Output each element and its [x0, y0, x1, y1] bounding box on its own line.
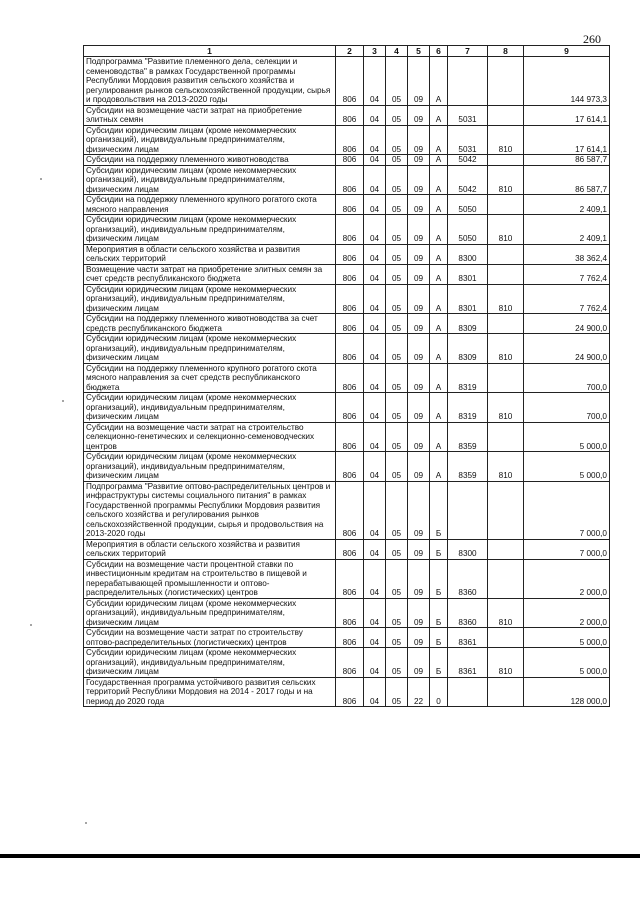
table-row: [84, 125, 610, 155]
row-amount: 5 000,0: [524, 452, 610, 482]
row-subsection-code: 05: [386, 244, 408, 264]
row-amount: 144 973,3: [524, 57, 610, 106]
row-subsection-code: 05: [386, 165, 408, 195]
row-section-code: 04: [364, 481, 386, 539]
row-expense-type-code: [488, 105, 524, 125]
row-subprogram-code: Б: [430, 559, 448, 598]
row-subprogram-code: Б: [430, 628, 448, 648]
column-header: 8: [488, 46, 524, 57]
table-row: [84, 57, 610, 106]
row-expense-type-code: [488, 244, 524, 264]
scan-speck: [85, 822, 87, 824]
column-header: 1: [84, 46, 336, 57]
row-target-article-code: 5031: [448, 105, 488, 125]
row-description: Субсидии на возмещение части затрат на приобретение элитных семян: [84, 105, 336, 125]
row-program-code: 09: [408, 314, 430, 334]
page-bottom-rule: [0, 854, 640, 858]
row-target-article-code: 8300: [448, 244, 488, 264]
row-program-code: 09: [408, 125, 430, 155]
row-amount: 5 000,0: [524, 422, 610, 452]
column-header: 3: [364, 46, 386, 57]
row-target-article-code: [448, 677, 488, 707]
row-description: Субсидии на поддержку племенного крупного рогатого скота мясного направления: [84, 195, 336, 215]
scan-speck: [62, 400, 64, 402]
column-header: 4: [386, 46, 408, 57]
column-header: 2: [336, 46, 364, 57]
row-amount: 38 362,4: [524, 244, 610, 264]
table-row: [84, 539, 610, 559]
row-section-code: 04: [364, 452, 386, 482]
row-program-code: 09: [408, 165, 430, 195]
row-target-article-code: 5050: [448, 215, 488, 245]
row-section-code: 04: [364, 215, 386, 245]
row-amount: 128 000,0: [524, 677, 610, 707]
row-program-code: 09: [408, 481, 430, 539]
row-section-code: 04: [364, 244, 386, 264]
row-ministry-code: 806: [336, 393, 364, 423]
table-row: [84, 215, 610, 245]
row-target-article-code: 8319: [448, 363, 488, 393]
row-ministry-code: 806: [336, 559, 364, 598]
row-subprogram-code: Б: [430, 598, 448, 628]
row-expense-type-code: [488, 155, 524, 166]
row-subprogram-code: А: [430, 334, 448, 364]
row-amount: 24 900,0: [524, 334, 610, 364]
row-expense-type-code: 810: [488, 125, 524, 155]
row-target-article-code: 8319: [448, 393, 488, 423]
row-description: Субсидии юридическим лицам (кроме некоммерческих организаций), индивидуальным предпринимателям, физическим лицам: [84, 648, 336, 678]
row-target-article-code: 8309: [448, 334, 488, 364]
row-ministry-code: 806: [336, 155, 364, 166]
row-subprogram-code: А: [430, 57, 448, 106]
row-target-article-code: 8359: [448, 422, 488, 452]
row-amount: 17 614,1: [524, 125, 610, 155]
table-row: [84, 264, 610, 284]
row-target-article-code: 8361: [448, 648, 488, 678]
row-ministry-code: 806: [336, 422, 364, 452]
table-body: [84, 57, 610, 707]
row-target-article-code: 5042: [448, 165, 488, 195]
row-expense-type-code: [488, 559, 524, 598]
row-subprogram-code: А: [430, 393, 448, 423]
row-program-code: 09: [408, 393, 430, 423]
row-expense-type-code: [488, 422, 524, 452]
row-target-article-code: 8309: [448, 314, 488, 334]
row-subprogram-code: А: [430, 422, 448, 452]
row-subprogram-code: А: [430, 105, 448, 125]
row-program-code: 09: [408, 628, 430, 648]
row-description: Субсидии юридическим лицам (кроме некоммерческих организаций), индивидуальным предпринимателям, физическим лицам: [84, 284, 336, 314]
row-section-code: 04: [364, 314, 386, 334]
row-expense-type-code: 810: [488, 215, 524, 245]
page-number: 260: [583, 32, 601, 46]
table-header-row: [84, 46, 610, 57]
row-subsection-code: 05: [386, 264, 408, 284]
row-ministry-code: 806: [336, 539, 364, 559]
row-description: Подпрограмма "Развитие оптово-распределительных центров и инфраструктуры системы социального питания" в рамках Государственной программы Республики Мордовия развития сельского хозяйства и регулирования рынков сельскохозяйственной продукции, сырья и продовольствия на 2013-2020 годы: [84, 481, 336, 539]
row-subsection-code: 05: [386, 648, 408, 678]
row-expense-type-code: 810: [488, 648, 524, 678]
row-amount: 7 762,4: [524, 264, 610, 284]
row-program-code: 09: [408, 244, 430, 264]
row-amount: 24 900,0: [524, 314, 610, 334]
row-subsection-code: 05: [386, 125, 408, 155]
table-row: [84, 314, 610, 334]
row-description: Субсидии юридическим лицам (кроме некоммерческих организаций), индивидуальным предпринимателям, физическим лицам: [84, 125, 336, 155]
row-ministry-code: 806: [336, 452, 364, 482]
row-expense-type-code: 810: [488, 284, 524, 314]
row-ministry-code: 806: [336, 165, 364, 195]
table-row: [84, 481, 610, 539]
column-header: 9: [524, 46, 610, 57]
budget-table: [83, 45, 610, 707]
row-target-article-code: 8301: [448, 284, 488, 314]
row-description: Субсидии на возмещение части процентной ставки по инвестиционным кредитам на строительство в пищевой и перерабатывающей промышленности и оптово-распределительных (логистических) центров: [84, 559, 336, 598]
row-section-code: 04: [364, 57, 386, 106]
table-row: [84, 155, 610, 166]
row-target-article-code: 8301: [448, 264, 488, 284]
row-expense-type-code: [488, 264, 524, 284]
row-program-code: 09: [408, 648, 430, 678]
row-subprogram-code: А: [430, 195, 448, 215]
row-expense-type-code: 810: [488, 334, 524, 364]
row-expense-type-code: [488, 539, 524, 559]
row-subsection-code: 05: [386, 334, 408, 364]
row-program-code: 09: [408, 452, 430, 482]
table-row: [84, 648, 610, 678]
row-section-code: 04: [364, 363, 386, 393]
row-ministry-code: 806: [336, 628, 364, 648]
row-subprogram-code: А: [430, 155, 448, 166]
row-section-code: 04: [364, 195, 386, 215]
row-amount: 2 409,1: [524, 195, 610, 215]
row-amount: 2 000,0: [524, 598, 610, 628]
row-expense-type-code: [488, 628, 524, 648]
row-program-code: 09: [408, 195, 430, 215]
row-amount: 700,0: [524, 393, 610, 423]
row-section-code: 04: [364, 125, 386, 155]
row-subprogram-code: Б: [430, 539, 448, 559]
row-subprogram-code: Б: [430, 481, 448, 539]
row-ministry-code: 806: [336, 105, 364, 125]
row-subsection-code: 05: [386, 422, 408, 452]
row-subsection-code: 05: [386, 628, 408, 648]
row-section-code: 04: [364, 559, 386, 598]
table-row: [84, 393, 610, 423]
table-row: [84, 105, 610, 125]
row-subprogram-code: А: [430, 284, 448, 314]
table-row: [84, 598, 610, 628]
row-ministry-code: 806: [336, 215, 364, 245]
row-description: Субсидии юридическим лицам (кроме некоммерческих организаций), индивидуальным предпринимателям, физическим лицам: [84, 215, 336, 245]
row-subsection-code: 05: [386, 393, 408, 423]
table-row: [84, 422, 610, 452]
row-section-code: 04: [364, 105, 386, 125]
row-subsection-code: 05: [386, 155, 408, 166]
row-description: Субсидии на поддержку племенного животноводства: [84, 155, 336, 166]
row-description: Субсидии на возмещение части затрат на строительство селекционно-генетических и селекционно-семеноводческих центров: [84, 422, 336, 452]
row-expense-type-code: [488, 57, 524, 106]
table-row: [84, 284, 610, 314]
row-subprogram-code: 0: [430, 677, 448, 707]
row-description: Мероприятия в области сельского хозяйства и развития сельских территорий: [84, 539, 336, 559]
table-row: [84, 195, 610, 215]
table-row: [84, 452, 610, 482]
row-expense-type-code: [488, 314, 524, 334]
row-target-article-code: 5042: [448, 155, 488, 166]
row-program-code: 09: [408, 539, 430, 559]
row-amount: 7 762,4: [524, 284, 610, 314]
row-program-code: 09: [408, 559, 430, 598]
row-amount: 2 000,0: [524, 559, 610, 598]
row-subsection-code: 05: [386, 215, 408, 245]
row-description: Субсидии юридическим лицам (кроме некоммерческих организаций), индивидуальным предпринимателям, физическим лицам: [84, 334, 336, 364]
row-subprogram-code: А: [430, 165, 448, 195]
row-description: Мероприятия в области сельского хозяйства и развития сельских территорий: [84, 244, 336, 264]
row-subprogram-code: А: [430, 264, 448, 284]
row-description: Субсидии юридическим лицам (кроме некоммерческих организаций), индивидуальным предпринимателям, физическим лицам: [84, 393, 336, 423]
row-section-code: 04: [364, 165, 386, 195]
row-description: Субсидии юридическим лицам (кроме некоммерческих организаций), индивидуальным предпринимателям, физическим лицам: [84, 452, 336, 482]
row-description: Субсидии на поддержку племенного животноводства за счет средств республиканского бюджета: [84, 314, 336, 334]
row-subprogram-code: А: [430, 452, 448, 482]
row-section-code: 04: [364, 677, 386, 707]
row-program-code: 09: [408, 422, 430, 452]
row-description: Субсидии на возмещение части затрат по строительству оптово-распределительных (логистических) центров: [84, 628, 336, 648]
scan-speck: [40, 178, 42, 180]
row-amount: 5 000,0: [524, 628, 610, 648]
scan-speck: [30, 624, 32, 626]
row-subsection-code: 05: [386, 452, 408, 482]
table-row: [84, 165, 610, 195]
row-subprogram-code: А: [430, 215, 448, 245]
table-row: [84, 677, 610, 707]
row-target-article-code: [448, 57, 488, 106]
row-program-code: 09: [408, 284, 430, 314]
row-subprogram-code: А: [430, 363, 448, 393]
row-ministry-code: 806: [336, 264, 364, 284]
row-section-code: 04: [364, 539, 386, 559]
column-header: 6: [430, 46, 448, 57]
row-description: Подпрограмма "Развитие племенного дела, селекции и семеноводства" в рамках Государственной программы Республики Мордовия развития сельского хозяйства и регулирования рынков сельскохозяйственной продукции, сырья и продовольствия на 2013-2020 годы: [84, 57, 336, 106]
row-program-code: 09: [408, 264, 430, 284]
row-ministry-code: 806: [336, 195, 364, 215]
row-section-code: 04: [364, 598, 386, 628]
row-ministry-code: 806: [336, 57, 364, 106]
row-ministry-code: 806: [336, 481, 364, 539]
row-amount: 17 614,1: [524, 105, 610, 125]
table-row: [84, 244, 610, 264]
row-expense-type-code: 810: [488, 598, 524, 628]
row-ministry-code: 806: [336, 648, 364, 678]
table-row: [84, 363, 610, 393]
row-section-code: 04: [364, 334, 386, 364]
row-subprogram-code: А: [430, 125, 448, 155]
table-row: [84, 628, 610, 648]
row-description: Государственная программа устойчивого развития сельских территорий Республики Мордовия на 2014 - 2017 годы и на период до 2020 года: [84, 677, 336, 707]
row-subsection-code: 05: [386, 195, 408, 215]
row-subsection-code: 05: [386, 539, 408, 559]
row-ministry-code: 806: [336, 677, 364, 707]
row-section-code: 04: [364, 155, 386, 166]
row-ministry-code: 806: [336, 314, 364, 334]
row-description: Субсидии юридическим лицам (кроме некоммерческих организаций), индивидуальным предпринимателям, физическим лицам: [84, 165, 336, 195]
row-section-code: 04: [364, 648, 386, 678]
row-subsection-code: 05: [386, 559, 408, 598]
row-section-code: 04: [364, 264, 386, 284]
row-subsection-code: 05: [386, 57, 408, 106]
row-subprogram-code: А: [430, 314, 448, 334]
row-subprogram-code: Б: [430, 648, 448, 678]
row-subprogram-code: А: [430, 244, 448, 264]
row-ministry-code: 806: [336, 244, 364, 264]
row-section-code: 04: [364, 422, 386, 452]
row-subsection-code: 05: [386, 363, 408, 393]
row-description: Субсидии на поддержку племенного крупного рогатого скота мясного направления за счет средств республиканского бюджета: [84, 363, 336, 393]
row-ministry-code: 806: [336, 363, 364, 393]
row-expense-type-code: 810: [488, 452, 524, 482]
row-description: Возмещение части затрат на приобретение элитных семян за счет средств республиканского бюджета: [84, 264, 336, 284]
row-target-article-code: [448, 481, 488, 539]
row-target-article-code: 8359: [448, 452, 488, 482]
row-description: Субсидии юридическим лицам (кроме некоммерческих организаций), индивидуальным предпринимателям, физическим лицам: [84, 598, 336, 628]
row-amount: 7 000,0: [524, 539, 610, 559]
row-subsection-code: 05: [386, 598, 408, 628]
row-expense-type-code: [488, 481, 524, 539]
row-target-article-code: 8360: [448, 598, 488, 628]
row-amount: 7 000,0: [524, 481, 610, 539]
row-expense-type-code: [488, 677, 524, 707]
row-target-article-code: 8360: [448, 559, 488, 598]
row-program-code: 09: [408, 598, 430, 628]
row-program-code: 09: [408, 105, 430, 125]
row-amount: 700,0: [524, 363, 610, 393]
table-row: [84, 334, 610, 364]
row-subsection-code: 05: [386, 481, 408, 539]
row-subsection-code: 05: [386, 284, 408, 314]
row-ministry-code: 806: [336, 598, 364, 628]
row-target-article-code: 8300: [448, 539, 488, 559]
table-row: [84, 559, 610, 598]
row-amount: 86 587,7: [524, 165, 610, 195]
row-target-article-code: 5031: [448, 125, 488, 155]
row-ministry-code: 806: [336, 125, 364, 155]
row-amount: 5 000,0: [524, 648, 610, 678]
row-program-code: 09: [408, 363, 430, 393]
row-amount: 2 409,1: [524, 215, 610, 245]
row-program-code: 09: [408, 215, 430, 245]
row-amount: 86 587,7: [524, 155, 610, 166]
row-program-code: 09: [408, 155, 430, 166]
row-ministry-code: 806: [336, 284, 364, 314]
row-expense-type-code: 810: [488, 393, 524, 423]
row-target-article-code: 8361: [448, 628, 488, 648]
row-ministry-code: 806: [336, 334, 364, 364]
row-section-code: 04: [364, 393, 386, 423]
row-target-article-code: 5050: [448, 195, 488, 215]
row-program-code: 09: [408, 57, 430, 106]
column-header: 7: [448, 46, 488, 57]
row-subsection-code: 05: [386, 677, 408, 707]
row-program-code: 09: [408, 334, 430, 364]
row-subsection-code: 05: [386, 314, 408, 334]
row-program-code: 22: [408, 677, 430, 707]
row-section-code: 04: [364, 628, 386, 648]
row-expense-type-code: [488, 195, 524, 215]
row-expense-type-code: 810: [488, 165, 524, 195]
row-subsection-code: 05: [386, 105, 408, 125]
column-header: 5: [408, 46, 430, 57]
row-section-code: 04: [364, 284, 386, 314]
row-expense-type-code: [488, 363, 524, 393]
